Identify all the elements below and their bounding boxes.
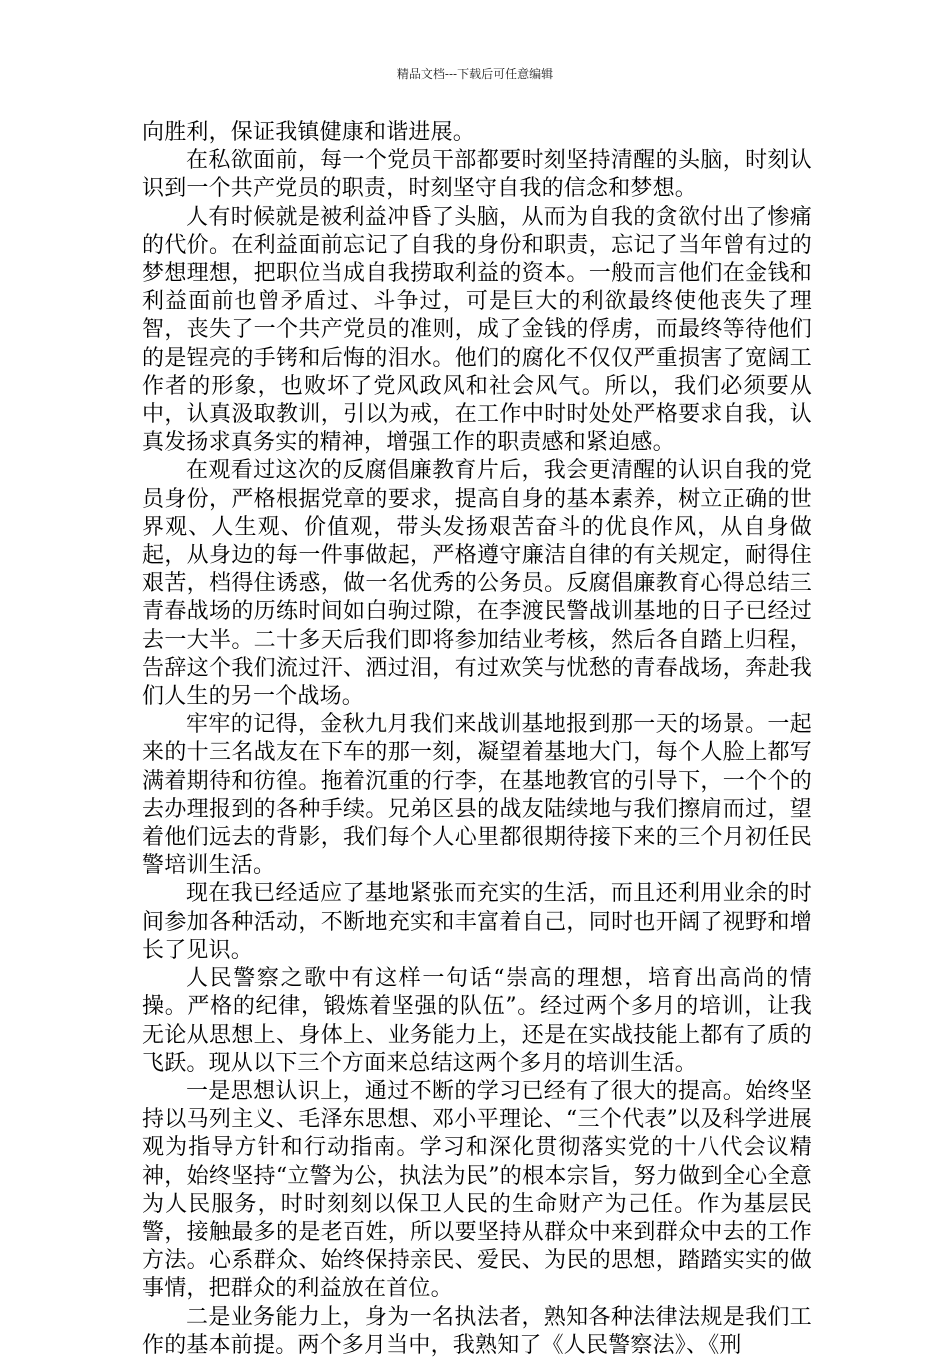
paragraph: 牢牢的记得，金秋九月我们来战训基地报到那一天的场景。一起来的十三名战友在下车的那一刻，凝望着基地大门，每个人脸上都写满着期待和彷徨。拖着沉重的行李，在基地教官的引导下，一个个的去办理报到的各种手续。兄弟区县的战友陆续地与我们擦肩而过，望着他们远去的背影，我们每个人心里都很期待接下来的三个月初任民警培训生活。	[142, 712, 812, 879]
paragraph: 人民警察之歌中有这样一句话“崇高的理想，培育出高尚的情操。严格的纪律，锻炼着坚强的队伍”。经过两个多月的培训，让我无论从思想上、身体上、业务能力上，还是在实战技能上都有了质的飞跃。现从以下三个方面来总结这两个多月的培训生活。	[142, 966, 812, 1076]
paragraph: 人有时候就是被利益冲昏了头脑，从而为自我的贪欲付出了惨痛的代价。在利益面前忘记了自我的身份和职责，忘记了当年曾有过的梦想理想，把职位当成自我捞取利益的资本。一般而言他们在金钱和利益面前也曾矛盾过、斗争过，可是巨大的利欲最终使他丧失了理智，丧失了一个共产党员的准则，成了金钱的俘虏，而最终等待他们的是锃亮的手铐和后悔的泪水。他们的腐化不仅仅严重损害了宽阔工作者的形象，也败坏了党风政风和社会风气。所以，我们必须要从中，认真汲取教训，引以为戒，在工作中时时处处严格要求自我，认真发扬求真务实的精神，增强工作的职责感和紧迫感。	[142, 204, 812, 456]
paragraph: 向胜利，保证我镇健康和谐进展。	[142, 120, 476, 145]
paragraph: 在观看过这次的反腐倡廉教育片后，我会更清醒的认识自我的党员身份，严格根据党章的要求，提高自身的基本素养，树立正确的世界观、人生观、价值观，带头发扬艰苦奋斗的优良作风，从自身做起，从身边的每一件事做起，严格遵守廉洁自律的有关规定，耐得住艰苦，档得住诱惑，做一名优秀的公务员。反腐倡廉教育心得总结三青春战场的历练时间如白驹过隙，在李渡民警战训基地的日子已经过去一大半。二十多天后我们即将参加结业考核，然后各自踏上归程，告辞这个我们流过汗、洒过泪，有过欢笑与忧愁的青春战场，奔赴我们人生的另一个战场。	[142, 458, 812, 710]
page-header: 精品文档---下载后可任意编辑	[396, 67, 554, 81]
document-body	[142, 119, 812, 1360]
paragraph: 现在我已经适应了基地紧张而充实的生活，而且还利用业余的时间参加各种活动，不断地充实和丰富着自己，同时也开阔了视野和增长了见识。	[142, 881, 812, 963]
paragraph: 二是业务能力上，身为一名执法者，熟知各种法律法规是我们工作的基本前提。两个多月当中，我熟知了《人民警察法》、《刑	[142, 1304, 812, 1358]
paragraph: 在私欲面前，每一个党员干部都要时刻坚持清醒的头脑，时刻认识到一个共产党员的职责，时刻坚守自我的信念和梦想。	[142, 148, 812, 202]
paragraph: 一是思想认识上，通过不断的学习已经有了很大的提高。始终坚持以马列主义、毛泽东思想、邓小平理论、“三个代表”以及科学进展观为指导方针和行动指南。学习和深化贯彻落实党的十八代会议精神，始终坚持“立警为公，执法为民”的根本宗旨，努力做到全心全意为人民服务，时时刻刻以保卫人民的生命财产为己任。作为基层民警，接触最多的是老百姓，所以要坚持从群众中来到群众中去的工作方法。心系群众、始终保持亲民、爱民、为民的思想，踏踏实实的做事情，把群众的利益放在首位。	[142, 1078, 812, 1302]
